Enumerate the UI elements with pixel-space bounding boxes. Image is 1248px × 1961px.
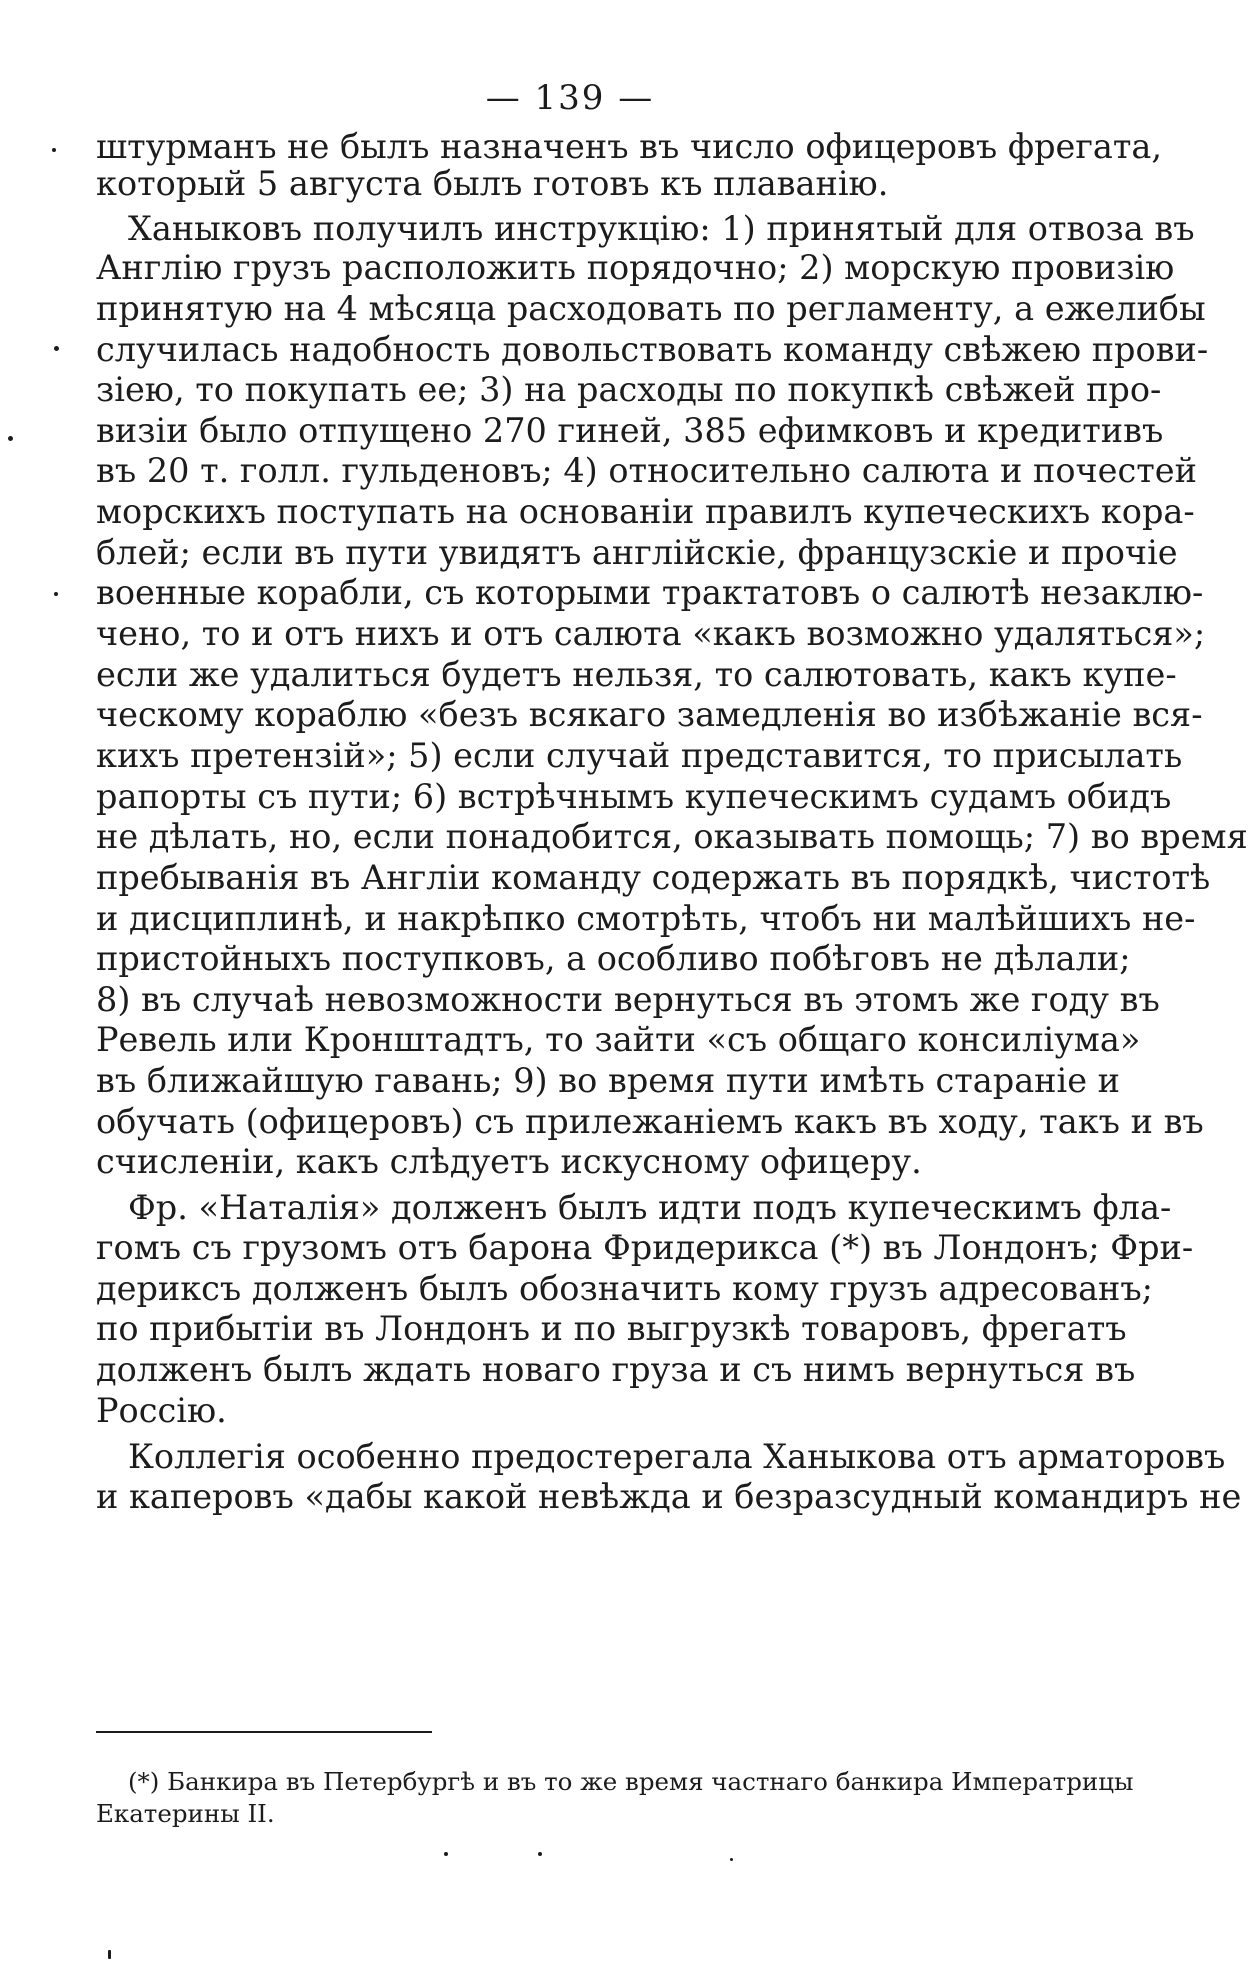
text-line: если же удалиться будетъ нельзя, то салютовать, какъ купе- — [96, 655, 1177, 694]
text-line: принятую на 4 мѣсяца расходовать по регламенту, а ежелибы — [96, 289, 1206, 328]
text-line: военные корабли, съ которыми трактатовъ о салютѣ незаклю- — [96, 573, 1204, 612]
text-line: не дѣлать, но, если понадобится, оказывать помощь; 7) во время — [96, 817, 1248, 856]
text-line: пристойныхъ поступковъ, а особливо побѣговъ не дѣлали; — [96, 939, 1131, 978]
text-line: чено, то и отъ нихъ и отъ салюта «какъ возможно удаляться»; — [96, 614, 1206, 653]
text-line: который 5 августа былъ готовъ къ плаванію. — [96, 164, 889, 203]
text-line: Коллегія особенно предостерегала Ханыкова отъ арматоровъ — [128, 1437, 1226, 1476]
scan-speck — [54, 346, 59, 351]
text-line: гомъ съ грузомъ отъ барона Фридерикса (*) въ Лондонъ; Фри- — [96, 1228, 1194, 1267]
text-line: морскихъ поступать на основаніи правилъ купеческихъ кора- — [96, 492, 1195, 531]
scan-speck — [444, 1852, 448, 1856]
text-line: обучать (офицеровъ) съ прилежаніемъ какъ въ ходу, такъ и въ — [96, 1102, 1204, 1141]
text-line: Фр. «Наталія» долженъ былъ идти подъ купеческимъ фла- — [128, 1188, 1172, 1227]
text-line: зіею, то покупать ее; 3) на расходы по покупкѣ свѣжей про- — [96, 370, 1162, 409]
text-line: случилась надобность довольствовать команду свѣжею прови- — [96, 330, 1209, 369]
text-line: кихъ претензій»; 5) если случай представится, то присылать — [96, 736, 1183, 775]
text-line: пребыванія въ Англіи команду содержать въ порядкѣ, чистотѣ — [96, 858, 1211, 897]
footnote-line: Екатерины II. — [96, 1799, 275, 1828]
scan-speck — [54, 592, 58, 596]
text-line: долженъ былъ ждать новаго груза и съ нимъ вернуться въ — [96, 1350, 1136, 1389]
text-line: по прибытіи въ Лондонъ и по выгрузкѣ товаровъ, фрегатъ — [96, 1309, 1127, 1348]
footnote-line: (*) Банкира въ Петербургѣ и въ то же время частнаго банкира Императрицы — [128, 1767, 1134, 1796]
text-line: блей; если въ пути увидятъ англійскіе, французскіе и прочіе — [96, 533, 1178, 572]
scan-speck — [538, 1852, 542, 1856]
text-line: въ 20 т. голл. гульденовъ; 4) относительно салюта и почестей — [96, 451, 1197, 490]
text-line: ческому кораблю «безъ всякаго замедленія во избѣжаніе вся- — [96, 695, 1203, 734]
text-line: Ханыковъ получилъ инструкцію: 1) принятый для отвоза въ — [128, 209, 1195, 248]
text-line: Россію. — [96, 1391, 227, 1430]
text-line: и дисциплинѣ, и накрѣпко смотрѣть, чтобъ ни малѣйшихъ не- — [96, 899, 1196, 938]
text-line: и каперовъ «дабы какой невѣжда и безразсудный командиръ не — [96, 1477, 1242, 1516]
text-line: Англію грузъ расположить порядочно; 2) морскую провизію — [96, 248, 1175, 287]
text-line: счисленіи, какъ слѣдуетъ искусному офицеру. — [96, 1142, 922, 1181]
text-line: Ревель или Кронштадтъ, то зайти «съ общаго консиліума» — [96, 1020, 1141, 1059]
text-line: визіи было отпущено 270 гиней, 385 ефимковъ и кредитивъ — [96, 411, 1164, 450]
scan-speck — [730, 1858, 733, 1861]
text-line: рапорты съ пути; 6) встрѣчнымъ купеческимъ судамъ обидъ — [96, 777, 1172, 816]
scan-speck — [8, 436, 13, 441]
page-number: — 139 — — [485, 78, 655, 118]
scan-speck — [52, 148, 56, 152]
text-line: штурманъ не былъ назначенъ въ число офицеровъ фрегата, — [96, 127, 1163, 166]
scan-speck — [108, 1950, 111, 1959]
text-line: дериксъ долженъ былъ обозначить кому грузъ адресованъ; — [96, 1269, 1153, 1308]
text-line: въ ближайшую гавань; 9) во время пути имѣть стараніе и — [96, 1061, 1121, 1100]
text-line: 8) въ случаѣ невозможности вернуться въ этомъ же году въ — [96, 980, 1160, 1019]
footnote-divider — [96, 1731, 432, 1733]
